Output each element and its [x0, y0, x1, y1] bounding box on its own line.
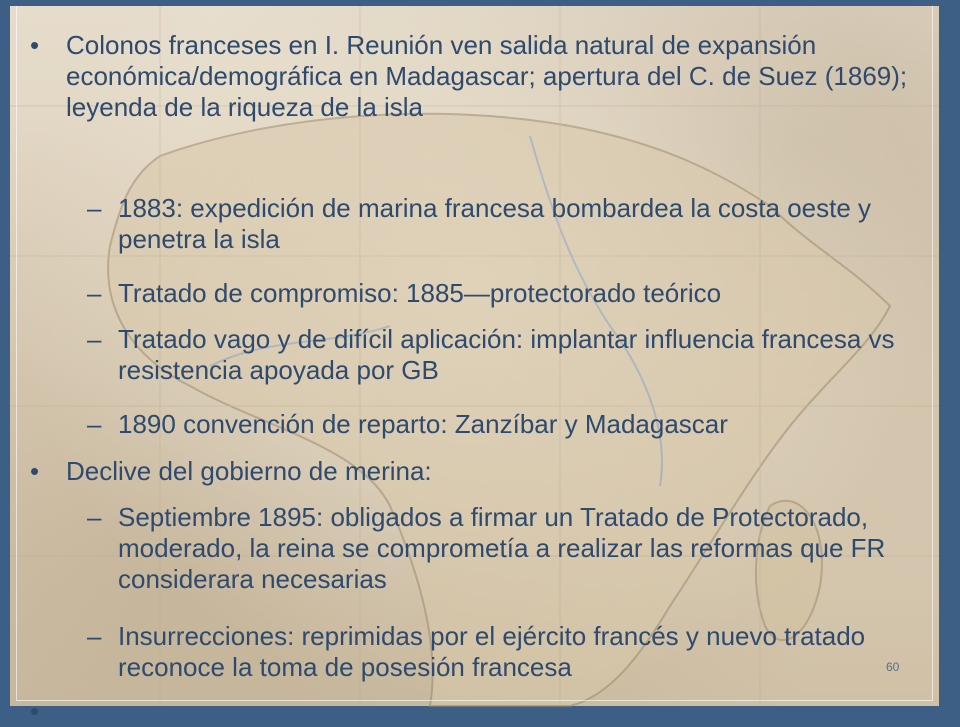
sub-bullet-text: 1883: expedición de marina francesa bombardea la costa oeste y penetra la isla: [118, 193, 872, 254]
sub-bullet-text: Septiembre 1895: obligados a firmar un Tratado de Protectorado, moderado, la reina se comprometía a realizar las reformas que FR considerara necesarias: [118, 502, 886, 594]
dash-icon: –: [87, 409, 102, 439]
bullet-icon: •: [30, 456, 40, 486]
sub-bullet-item: [87, 621, 917, 683]
dash-icon: –: [87, 621, 102, 651]
sub-bullet-item: [87, 193, 917, 255]
sub-bullet-text: Insurrecciones: reprimidas por el ejército francés y nuevo tratado reconoce la toma de posesión francesa: [118, 621, 866, 682]
bullet-text: Declive del gobierno de merina:: [66, 456, 432, 486]
bullet-icon: •: [30, 696, 40, 726]
bullet-icon: •: [30, 30, 40, 60]
sub-bullet-item: [87, 324, 917, 386]
dash-icon: –: [87, 324, 102, 354]
slide-content: [10, 6, 939, 726]
sub-bullet-text: 1890 convención de reparto: Zanzíbar y Madagascar: [118, 409, 728, 439]
dash-icon: –: [87, 193, 102, 223]
bullet-item: [30, 456, 910, 487]
dash-icon: –: [87, 502, 102, 532]
slide-canvas: [10, 6, 939, 726]
sub-bullet-text: Tratado de compromiso: 1885—protectorado teórico: [118, 278, 722, 308]
sub-bullet-item: [87, 502, 917, 595]
dash-icon: –: [87, 278, 102, 308]
bullet-text: Colonos franceses en I. Reunión ven salida natural de expansión económica/demográfica en Madagascar; apertura del C. de Suez (1869); leyenda de la riqueza de la isla: [66, 30, 908, 122]
sub-bullet-item: [87, 278, 917, 309]
sub-bullet-text: Tratado vago y de difícil aplicación: implantar influencia francesa vs resistencia apoyada por GB: [118, 324, 895, 385]
page-number: 60: [886, 660, 900, 674]
sub-bullet-item: [87, 409, 917, 440]
bullet-item: [30, 30, 910, 123]
